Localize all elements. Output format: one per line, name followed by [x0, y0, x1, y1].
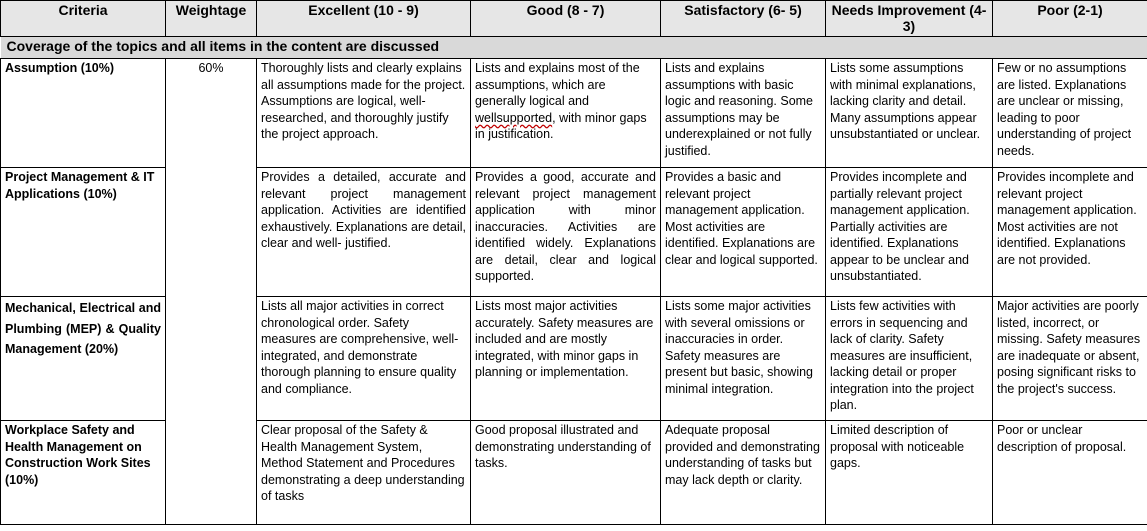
good-cell: Lists most major activities accurately. Safety measures are included and are mostly integrated, with minor gaps in planning or implementation. — [471, 297, 661, 421]
needs-improvement-cell: Limited description of proposal with noticeable gaps. — [826, 421, 993, 525]
header-satisfactory: Satisfactory (6- 5) — [661, 1, 826, 37]
header-poor: Poor (2-1) — [993, 1, 1147, 37]
header-needs-improvement: Needs Improvement (4-3) — [826, 1, 993, 37]
header-good: Good (8 - 7) — [471, 1, 661, 37]
weightage-cell: 60% — [166, 59, 257, 525]
good-text-before: Lists and explains most of the assumptions, which are generally logical and — [475, 61, 640, 108]
poor-cell: Poor or unclear description of proposal. — [993, 421, 1147, 525]
good-cell: Provides a good, accurate and relevant project management application with minor inaccuracies. Activities are identified widely. Explanations are detail, clear and logical supported. — [471, 168, 661, 297]
satisfactory-cell: Adequate proposal provided and demonstrating understanding of tasks but may lack depth or clarity. — [661, 421, 826, 525]
excellent-cell: Lists all major activities in correct chronological order. Safety measures are comprehensive, well-integrated, and demonstrate thorough planning to ensure quality and compliance. — [257, 297, 471, 421]
header-excellent: Excellent (10 - 9) — [257, 1, 471, 37]
poor-cell: Major activities are poorly listed, incorrect, or missing. Safety measures are inadequate or absent, posing significant risks to the project's success. — [993, 297, 1147, 421]
needs-improvement-cell: Lists few activities with errors in sequencing and lack of clarity. Safety measures are insufficient, lacking detail or proper integration into the project plan. — [826, 297, 993, 421]
criteria-cell: Workplace Safety and Health Management on Construction Work Sites (10%) — [1, 421, 166, 525]
needs-improvement-cell: Provides incomplete and partially relevant project management application. Partially activities are identified. Explanations appear to be unclear and unsubstantiated. — [826, 168, 993, 297]
needs-improvement-cell: Lists some assumptions with minimal explanations, lacking clarity and detail. Many assumptions appear unsubstantiated or unclear. — [826, 59, 993, 168]
satisfactory-cell: Lists some major activities with several omissions or inaccuracies in order. Safety measures are present but basic, showing minimal integration. — [661, 297, 826, 421]
section-title: Coverage of the topics and all items in the content are discussed — [1, 37, 1147, 59]
table-row — [1, 59, 1147, 168]
header-weightage: Weightage — [166, 1, 257, 37]
misspelled-word: wellsupported — [475, 110, 553, 125]
criteria-cell: Assumption (10%) — [1, 59, 166, 168]
satisfactory-cell: Lists and explains assumptions with basic logic and reasoning. Some assumptions may be underexplained or not fully justified. — [661, 59, 826, 168]
criteria-cell: Mechanical, Electrical and Plumbing (MEP) & Quality Management (20%) — [1, 297, 166, 421]
good-cell — [471, 59, 661, 168]
section-row — [1, 37, 1147, 59]
excellent-cell: Provides a detailed, accurate and relevant project management application. Activities are identified exhaustively. Explanations are detail, clear and well- justified. — [257, 168, 471, 297]
header-criteria: Criteria — [1, 1, 166, 37]
good-cell: Good proposal illustrated and demonstrating understanding of tasks. — [471, 421, 661, 525]
poor-cell: Few or no assumptions are listed. Explanations are unclear or missing, leading to poor understanding of project needs. — [993, 59, 1147, 168]
good-text-after: , with minor gaps in justification. — [475, 110, 647, 141]
excellent-cell: Clear proposal of the Safety & Health Management System, Method Statement and Procedures demonstrating a deep understanding of tasks — [257, 421, 471, 525]
satisfactory-cell: Provides a basic and relevant project management application. Most activities are identified. Explanations are clear and logical supported. — [661, 168, 826, 297]
poor-cell: Provides incomplete and relevant project management application. Most activities are not identified. Explanations are not provided. — [993, 168, 1147, 297]
criteria-cell: Project Management & IT Applications (10%) — [1, 168, 166, 297]
header-row — [1, 1, 1147, 37]
excellent-cell: Thoroughly lists and clearly explains all assumptions made for the project. Assumptions are logical, well-researched, and thoroughly justify the project approach. — [257, 59, 471, 168]
